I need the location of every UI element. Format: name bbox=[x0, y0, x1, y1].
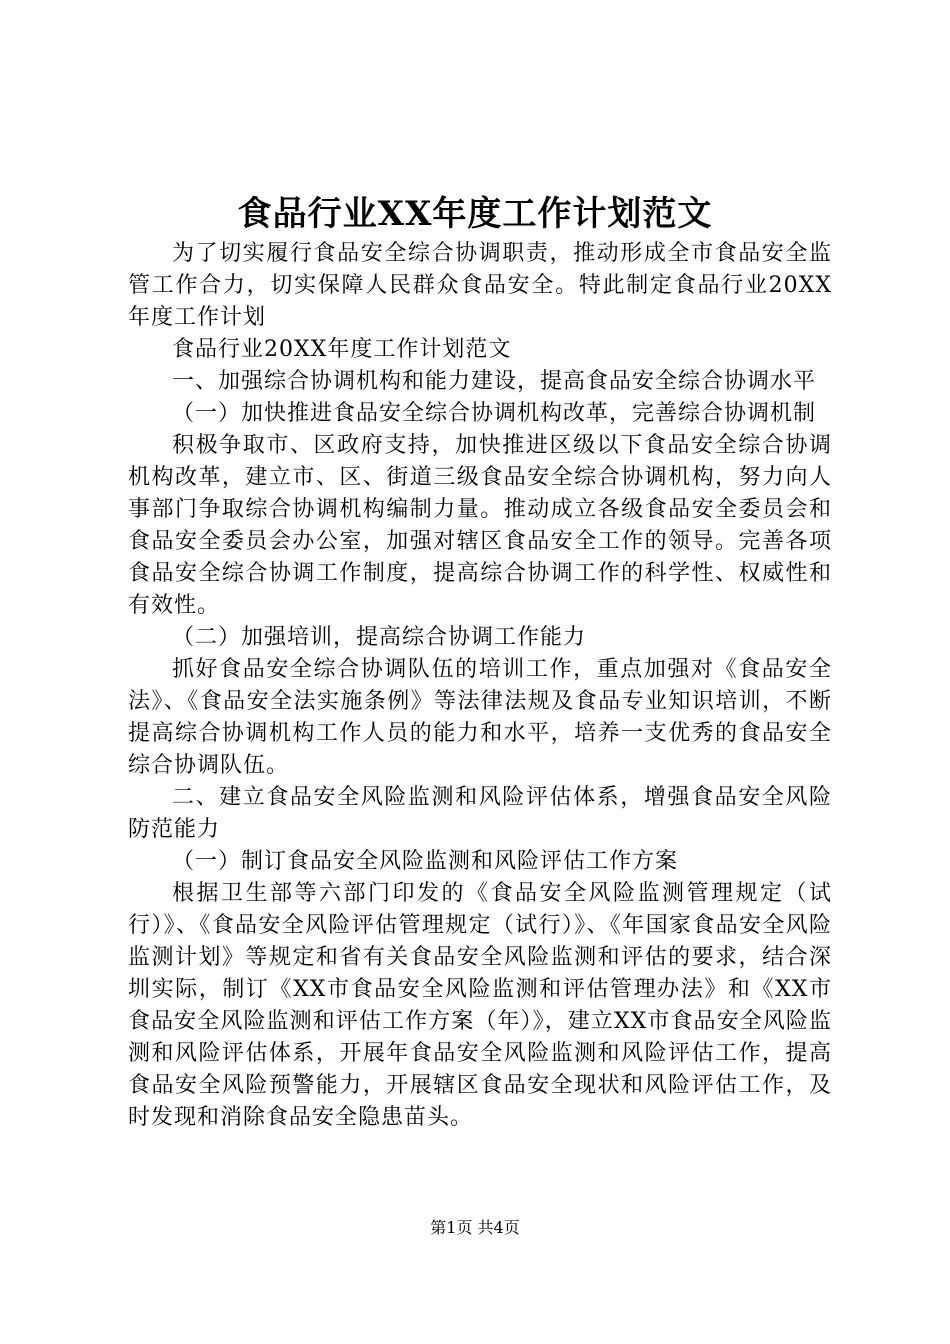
paragraph-section-1-1: 积极争取市、区政府支持，加快推进区级以下食品安全综合协调机构改革，建立市、区、街道三级食品安全综合协调机构，努力向人事部门争取综合协调机构编制力量。推动成立各级食品安全委员会和食品安全委员会办公室，加强对辖区食品安全工作的领导。完善各项食品安全综合协调工作制度，提高综合协调工作的科学性、权威性和有效性。 bbox=[128, 433, 832, 618]
document-body bbox=[128, 238, 832, 1134]
heading-section-1: 一、加强综合协调机构和能力建设，提高食品安全综合协调水平 bbox=[172, 369, 817, 394]
heading-section-2-1: （一）制订食品安全风险监测和风险评估工作方案 bbox=[172, 849, 679, 874]
paragraph-section-1-2: 抓好食品安全综合协调队伍的培训工作，重点加强对《食品安全法》、《食品安全法实施条例》等法律法规及食品专业知识培训，不断提高综合协调机构工作人员的能力和水平，培养一支优秀的食品安全综合协调队伍。 bbox=[128, 657, 832, 778]
heading-section-1-1: （一）加快推进食品安全综合协调机构改革，完善综合协调机制 bbox=[172, 401, 817, 426]
paragraph-section-2-1: 根据卫生部等六部门印发的《食品安全风险监测管理规定（试行）》、《食品安全风险评估管理规定（试行）》、《年国家食品安全风险监测计划》等规定和省有关食品安全风险监测和评估的要求，结合深圳实际，制订《XX市食品安全风险监测和评估管理办法》和《XX市食品安全风险监测和评估工作方案（年）》，建立XX市食品安全风险监测和风险评估体系，开展年食品安全风险监测和风险评估工作，提高食品安全风险预警能力，开展辖区食品安全现状和风险评估工作，及时发现和消除食品安全隐患苗头。 bbox=[128, 881, 832, 1130]
paragraph-subtitle: 食品行业20XX年度工作计划范文 bbox=[172, 337, 512, 362]
paragraph-intro: 为了切实履行食品安全综合协调职责，推动形成全市食品安全监管工作合力，切实保障人民群众食品安全。特此制定食品行业20XX年度工作计划 bbox=[128, 241, 832, 330]
heading-section-2: 二、建立食品安全风险监测和风险评估体系，增强食品安全风险防范能力 bbox=[128, 785, 832, 842]
heading-section-1-2: （二）加强培训，提高综合协调工作能力 bbox=[172, 625, 587, 650]
document-title: 食品行业XX年度工作计划范文 bbox=[237, 194, 713, 234]
page-number-footer: 第1页 共4页 bbox=[430, 1218, 520, 1237]
